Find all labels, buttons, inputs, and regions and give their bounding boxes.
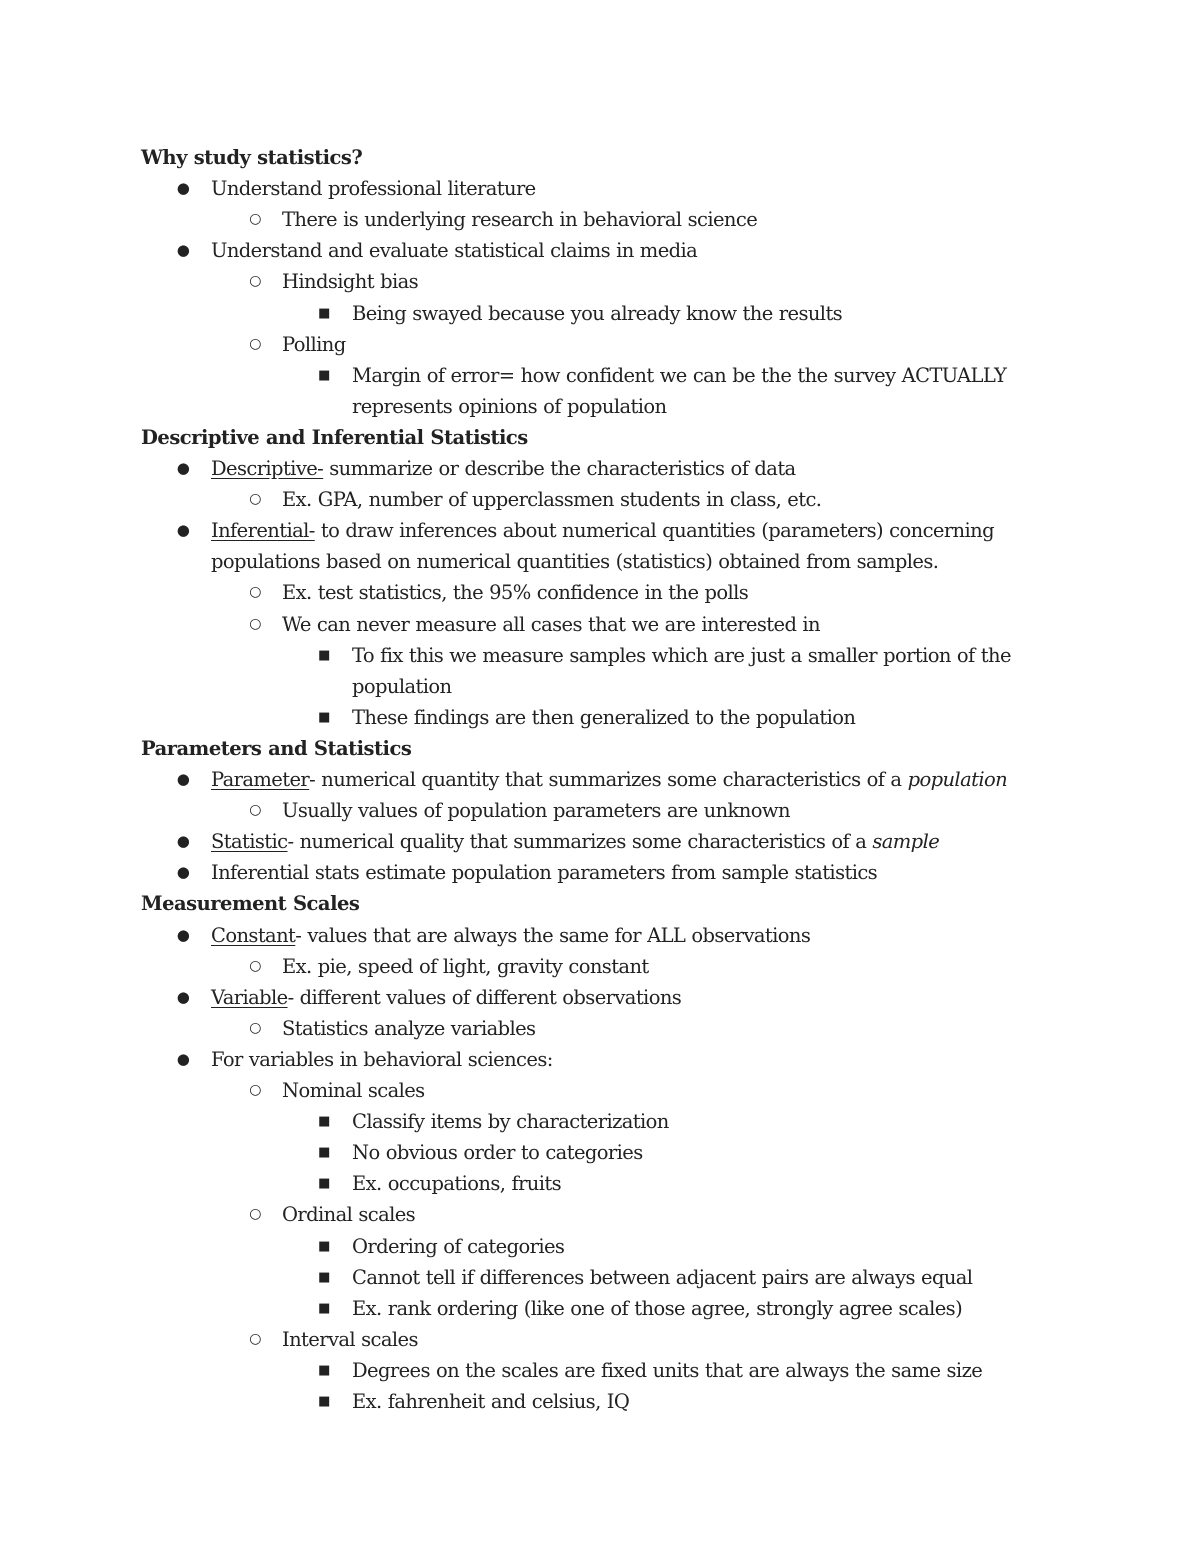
- list-item-level-2: [0, 484, 1200, 515]
- filled-circle-bullet: ●: [176, 241, 190, 260]
- defined-term: Statistic: [211, 830, 288, 854]
- section-heading: [0, 888, 1200, 919]
- line-body: Measurement Scales: [141, 892, 360, 916]
- list-item-level-2: [0, 951, 1200, 982]
- line-text: [141, 142, 362, 173]
- square-bullet: ■: [318, 367, 330, 383]
- square-bullet: ■: [318, 1114, 330, 1130]
- line-body: Nominal scales: [282, 1079, 425, 1102]
- hollow-circle-bullet: ○: [249, 1206, 261, 1223]
- line-text: [141, 733, 411, 764]
- square-bullet: ■: [318, 647, 330, 663]
- hollow-circle-bullet: ○: [249, 335, 261, 352]
- line-body: No obvious order to categories: [352, 1141, 643, 1165]
- line-text: [211, 857, 877, 888]
- line-body: Inferential stats estimate population parameters from sample statistics: [211, 861, 878, 885]
- hollow-circle-bullet: ○: [249, 1019, 261, 1036]
- line-body: Statistics analyze variables: [282, 1016, 536, 1040]
- square-bullet: ■: [318, 1394, 330, 1409]
- list-item-continuation: [0, 546, 1200, 577]
- line-text: [282, 266, 418, 297]
- defined-term: Inferential-: [211, 519, 315, 543]
- line-text: [352, 298, 842, 329]
- line-body: There is underlying research in behavioral science: [282, 208, 758, 232]
- line-text: [211, 546, 938, 577]
- filled-circle-bullet: ●: [176, 925, 190, 944]
- section-heading: [0, 422, 1200, 453]
- line-text: [352, 640, 1011, 671]
- line-text: [211, 173, 536, 204]
- list-item-level-3: [0, 1386, 1200, 1417]
- list-item-level-3: [0, 360, 1200, 391]
- list-item-level-3: [0, 1106, 1200, 1137]
- line-text: [211, 920, 810, 951]
- line-text: [352, 1293, 962, 1324]
- list-item-level-1: [0, 235, 1200, 266]
- list-item-level-2: [0, 577, 1200, 608]
- line-body: to draw inferences about numerical quantities (parameters) concerning: [314, 519, 994, 543]
- defined-term: Constant: [211, 923, 296, 947]
- line-body: Hindsight bias: [282, 270, 419, 294]
- list-item-level-3: [0, 1168, 1200, 1199]
- line-text: [211, 826, 939, 857]
- list-item-level-3: [0, 1293, 1200, 1324]
- hollow-circle-bullet: ○: [249, 1082, 261, 1098]
- list-item-level-1: [0, 515, 1200, 546]
- list-item-level-1: [0, 453, 1200, 484]
- list-item-level-2: [0, 1075, 1200, 1106]
- line-body: Why study statistics?: [141, 146, 363, 169]
- list-item-level-1: [0, 826, 1200, 857]
- line-body: We can never measure all cases that we are interested in: [282, 612, 821, 636]
- line-body: summarize or describe the characteristics of data: [323, 457, 796, 480]
- filled-circle-bullet: ●: [176, 863, 190, 882]
- line-body: Usually values of population parameters are unknown: [282, 799, 790, 823]
- line-body: Ordering of categories: [352, 1234, 565, 1258]
- line-body: Cannot tell if differences between adjacent pairs are always equal: [352, 1265, 973, 1289]
- filled-circle-bullet: ●: [176, 770, 190, 788]
- square-bullet: ■: [318, 1176, 330, 1192]
- line-text: [282, 204, 757, 235]
- list-item-level-1: [0, 764, 1200, 795]
- line-body: Classify items by characterization: [352, 1110, 669, 1134]
- hollow-circle-bullet: ○: [249, 584, 261, 601]
- list-item-level-2: [0, 329, 1200, 360]
- emphasized-word: sample: [872, 830, 940, 854]
- line-body: Interval scales: [282, 1327, 418, 1351]
- line-text: [282, 609, 820, 640]
- line-text: [352, 1355, 982, 1386]
- list-item-level-2: [0, 204, 1200, 235]
- line-body: Ordinal scales: [282, 1203, 416, 1227]
- line-body: To fix this we measure samples which are just a smaller portion of the: [352, 643, 1011, 667]
- line-body: These findings are then generalized to the population: [352, 705, 856, 729]
- hollow-circle-bullet: ○: [249, 1330, 261, 1347]
- hollow-circle-bullet: ○: [249, 957, 261, 974]
- line-text: [352, 1137, 643, 1168]
- line-body: Ex. GPA, number of upperclassmen students in class, etc.: [282, 488, 822, 512]
- hollow-circle-bullet: ○: [249, 802, 261, 819]
- line-text: [352, 1262, 972, 1293]
- line-body: Understand professional literature: [211, 177, 536, 201]
- line-body: populations based on numerical quantities (statistics) obtained from samples.: [211, 550, 939, 574]
- defined-term: Parameter: [211, 768, 310, 791]
- line-text: [282, 484, 821, 515]
- line-text: [282, 1199, 415, 1230]
- filled-circle-bullet: ●: [176, 987, 190, 1006]
- list-item-level-2: [0, 1199, 1200, 1230]
- list-item-level-2: [0, 1324, 1200, 1355]
- line-body: Ex. rank ordering (like one of those agree, strongly agree scales): [352, 1296, 963, 1320]
- defined-term: Descriptive-: [211, 457, 324, 480]
- section-heading: [0, 142, 1200, 173]
- line-body: - different values of different observations: [287, 985, 682, 1009]
- line-body: Margin of error= how confident we can be the the survey ACTUALLY: [352, 363, 1007, 387]
- square-bullet: ■: [318, 1238, 330, 1254]
- line-body: For variables in behavioral sciences:: [211, 1047, 553, 1071]
- line-text: [352, 1231, 564, 1262]
- list-item-level-1: [0, 173, 1200, 204]
- list-item-level-2: [0, 1013, 1200, 1044]
- line-body: Being swayed because you already know the results: [352, 301, 843, 325]
- list-item-level-3: [0, 1355, 1200, 1386]
- line-text: [282, 1075, 425, 1106]
- line-text: [352, 1168, 561, 1199]
- square-bullet: ■: [318, 1300, 330, 1316]
- list-item-level-3: [0, 1137, 1200, 1168]
- filled-circle-bullet: ●: [176, 832, 190, 851]
- line-text: [141, 888, 359, 919]
- square-bullet: ■: [318, 1362, 330, 1378]
- line-text: [282, 329, 346, 360]
- line-body: Degrees on the scales are fixed units that are always the same size: [352, 1358, 983, 1382]
- line-text: [352, 1106, 669, 1137]
- line-body: Polling: [282, 332, 346, 356]
- line-body: Ex. occupations, fruits: [352, 1172, 562, 1196]
- line-text: [282, 795, 790, 826]
- square-bullet: ■: [318, 1145, 330, 1161]
- line-body: - numerical quantity that summarizes some characteristics of a: [309, 768, 908, 791]
- line-text: [352, 391, 666, 422]
- line-body: Descriptive and Inferential Statistics: [141, 425, 528, 449]
- filled-circle-bullet: ●: [176, 521, 190, 540]
- line-text: [282, 951, 649, 982]
- list-item-level-3: [0, 702, 1200, 733]
- hollow-circle-bullet: ○: [249, 615, 261, 632]
- line-text: [352, 360, 1006, 391]
- list-item-level-1: [0, 982, 1200, 1013]
- list-item-level-1: [0, 857, 1200, 888]
- emphasized-word: population: [907, 768, 1008, 791]
- list-item-continuation: [0, 671, 1200, 702]
- hollow-circle-bullet: ○: [249, 491, 261, 508]
- list-item-level-3: [0, 640, 1200, 671]
- filled-circle-bullet: ●: [176, 459, 190, 477]
- line-text: [352, 1386, 629, 1417]
- line-body: population: [352, 674, 452, 698]
- list-item-continuation: [0, 391, 1200, 422]
- line-text: [352, 671, 452, 702]
- line-text: [282, 1013, 535, 1044]
- hollow-circle-bullet: ○: [249, 273, 261, 290]
- line-text: [141, 422, 528, 453]
- line-text: [211, 453, 796, 484]
- hollow-circle-bullet: ○: [249, 211, 261, 228]
- line-text: [282, 577, 748, 608]
- list-item-level-2: [0, 795, 1200, 826]
- list-item-level-1: [0, 920, 1200, 951]
- line-text: [352, 702, 855, 733]
- line-text: [211, 1044, 553, 1075]
- square-bullet: ■: [318, 709, 330, 725]
- line-text: [211, 982, 681, 1013]
- line-body: - numerical quality that summarizes some characteristics of a: [287, 830, 873, 854]
- filled-circle-bullet: ●: [176, 1049, 190, 1068]
- section-heading: [0, 733, 1200, 764]
- line-text: [282, 1324, 418, 1355]
- line-text: [211, 515, 994, 546]
- list-item-level-3: [0, 1231, 1200, 1262]
- square-bullet: ■: [318, 1269, 330, 1285]
- line-body: Ex. fahrenheit and celsius, IQ: [352, 1390, 630, 1413]
- line-body: Ex. test statistics, the 95% confidence in the polls: [282, 581, 749, 605]
- line-body: - values that are always the same for ALL observations: [295, 923, 811, 947]
- line-body: Parameters and Statistics: [141, 736, 412, 760]
- square-bullet: ■: [318, 305, 330, 321]
- list-item-level-2: [0, 266, 1200, 297]
- line-text: [211, 235, 697, 266]
- list-item-level-2: [0, 609, 1200, 640]
- list-item-level-3: [0, 1262, 1200, 1293]
- line-body: Understand and evaluate statistical claims in media: [211, 239, 698, 263]
- list-item-level-1: [0, 1044, 1200, 1075]
- defined-term: Variable: [211, 985, 288, 1009]
- line-body: represents opinions of population: [352, 394, 667, 418]
- line-text: [211, 764, 1007, 795]
- line-body: Ex. pie, speed of light, gravity constant: [282, 954, 649, 978]
- filled-circle-bullet: ●: [176, 179, 190, 198]
- list-item-level-3: [0, 298, 1200, 329]
